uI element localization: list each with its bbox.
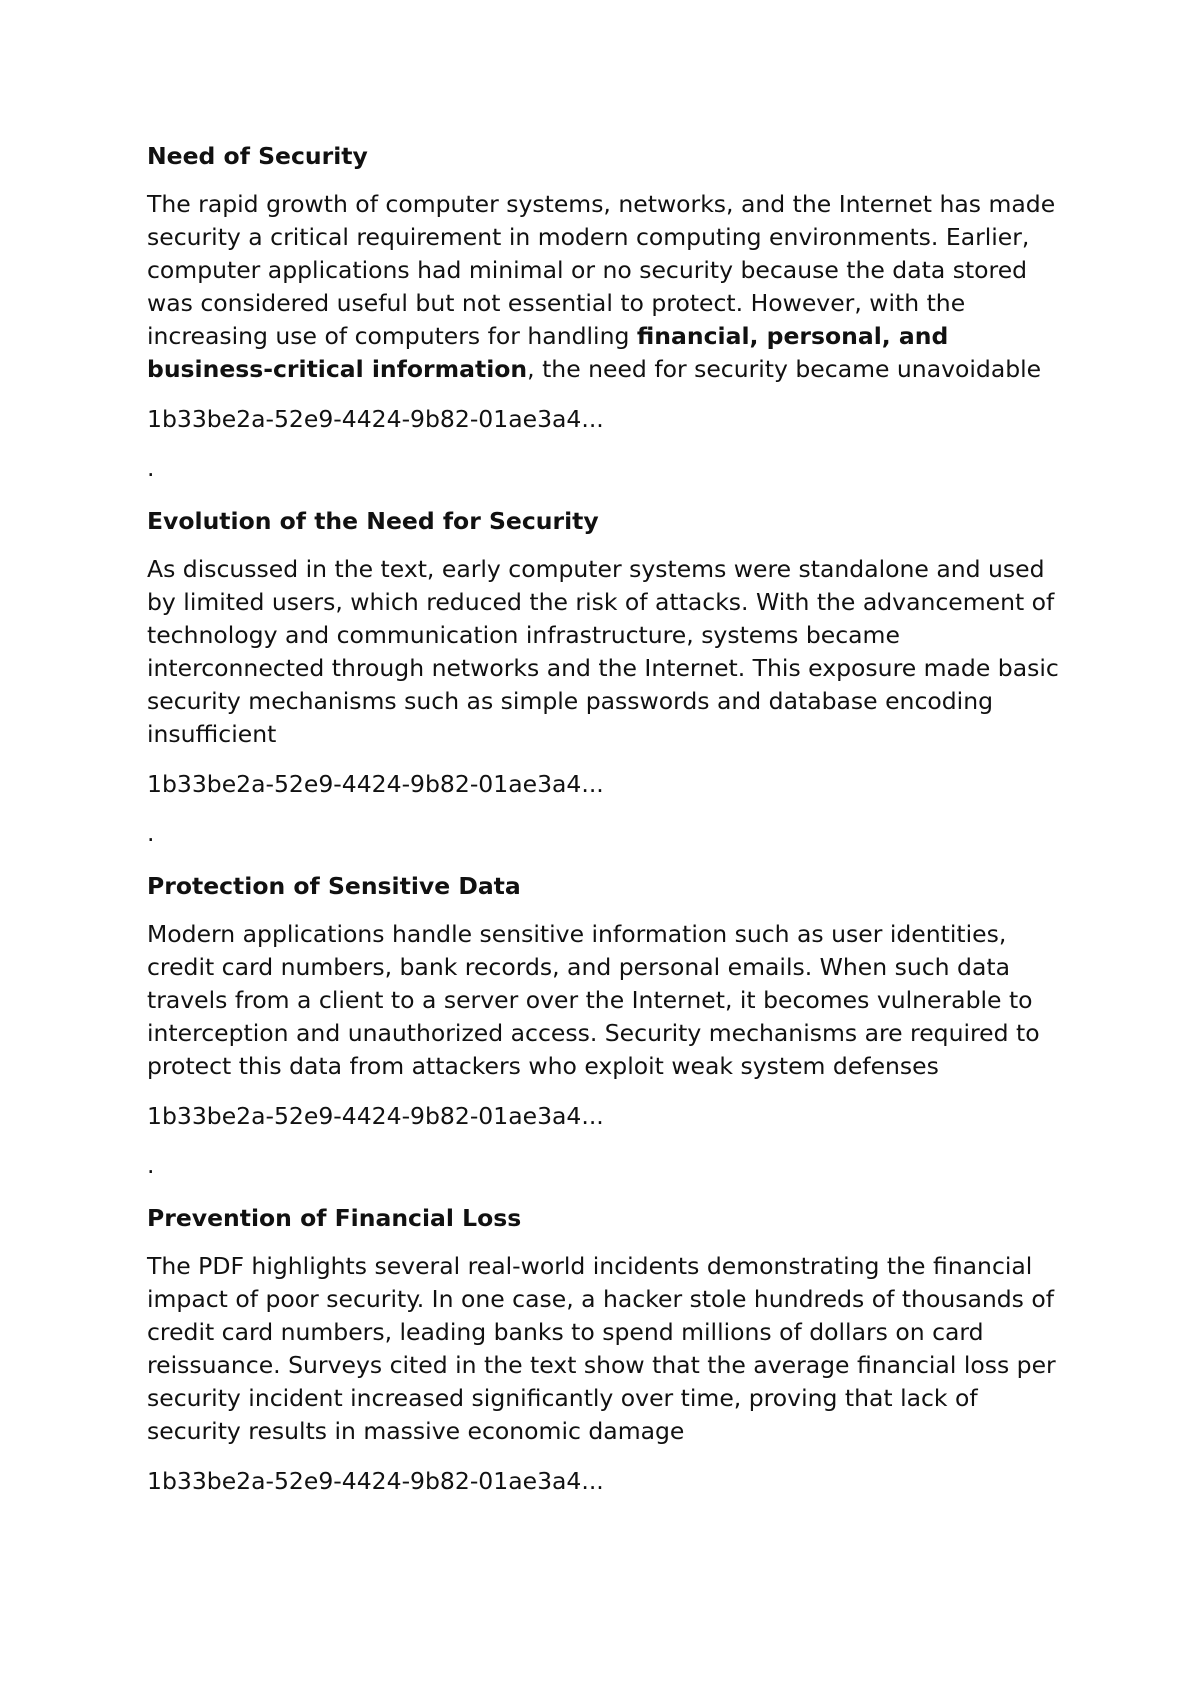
section-paragraph: The PDF highlights several real-world incidents demonstrating the financial impact of poor security. In one case, a hacker stole hundreds of thousands of credit card numbers, leading banks to spend millions of dollars on card reissuance. Surveys cited in the text show that the average financial loss per security incident increased significantly over time, proving that lack of security results in massive economic damage	[147, 1252, 1056, 1445]
section-heading: Need of Security	[147, 142, 368, 170]
separator-dot: .	[147, 1151, 155, 1179]
section-heading: Evolution of the Need for Security	[147, 507, 599, 535]
section-paragraph	[147, 188, 1077, 386]
reference-id: 1b33be2a-52e9-4424-9b82-01ae3a4...	[147, 1467, 604, 1495]
separator-dot: .	[147, 819, 155, 847]
reference-id: 1b33be2a-52e9-4424-9b82-01ae3a4...	[147, 1102, 604, 1130]
section-heading: Prevention of Financial Loss	[147, 1204, 522, 1232]
section-need-of-security	[147, 140, 1077, 484]
section-evolution-of-need	[147, 505, 1077, 849]
section-paragraph: As discussed in the text, early computer systems were standalone and used by limited users, which reduced the risk of attacks. With the advancement of technology and communication infrastructure, systems became interconnected through networks and the Internet. This exposure made basic security mechanisms such as simple passwords and database encoding insufficient	[147, 555, 1059, 748]
document-page	[147, 140, 1077, 1514]
paragraph-text: , the need for security became unavoidable	[527, 355, 1042, 383]
section-prevention-of-financial-loss	[147, 1202, 1077, 1497]
section-heading: Protection of Sensitive Data	[147, 872, 521, 900]
section-paragraph: Modern applications handle sensitive information such as user identities, credit card numbers, bank records, and personal emails. When such data travels from a client to a server over the Internet, it becomes vulnerable to interception and unauthorized access. Security mechanisms are required to protect this data from attackers who exploit weak system defenses	[147, 920, 1040, 1080]
reference-id: 1b33be2a-52e9-4424-9b82-01ae3a4...	[147, 405, 604, 433]
paragraph-text: The rapid growth of computer systems, networks, and the Internet has made security a critical requirement in modern computing environments. Earlier, computer applications had minimal or no security because the data stored was considered useful but not essential to protect. However, with the increasing use of computers for handling	[147, 190, 1056, 350]
separator-dot: .	[147, 454, 155, 482]
paragraph-bold-text: financial, personal, and business-critical information	[147, 322, 949, 383]
section-protection-of-sensitive-data	[147, 870, 1077, 1181]
reference-id: 1b33be2a-52e9-4424-9b82-01ae3a4...	[147, 770, 604, 798]
